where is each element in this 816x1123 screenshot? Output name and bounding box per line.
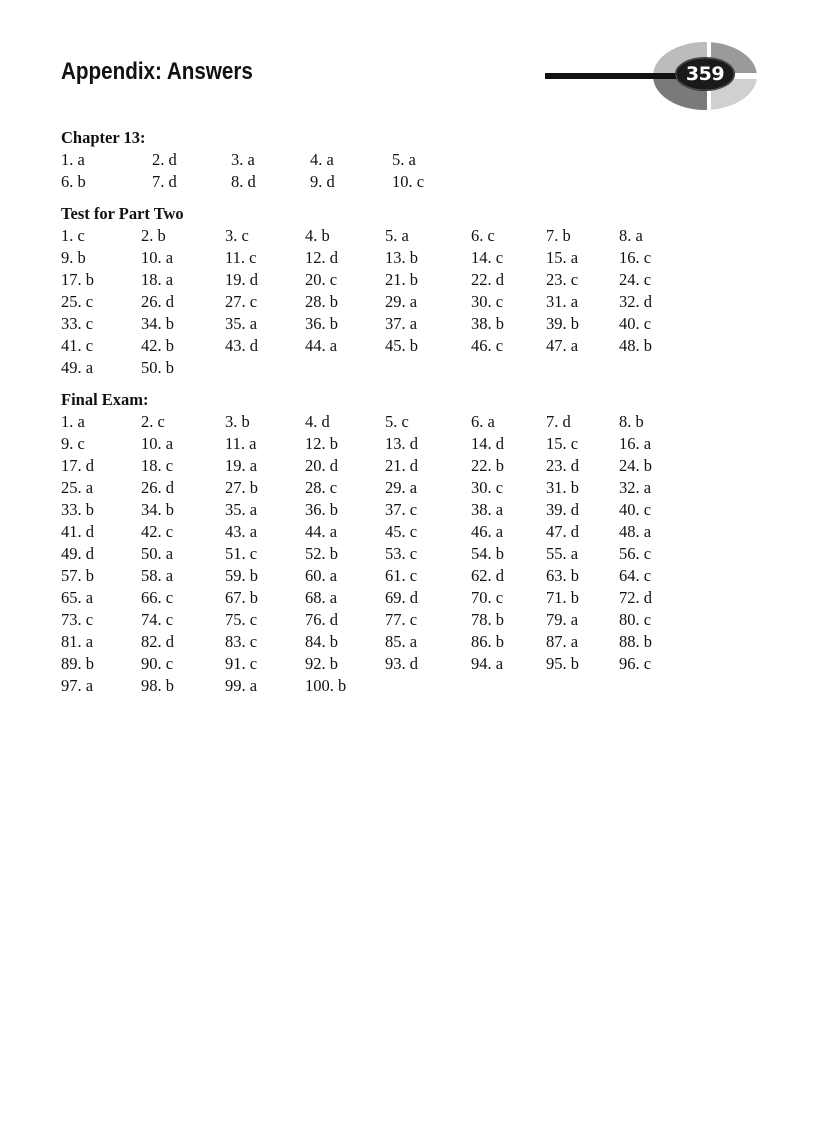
answer-row [61,675,701,697]
answer-item: 67. b [225,588,258,607]
answer-row [61,357,701,379]
answer-item: 98. b [141,676,174,695]
answer-item: 10. c [392,172,425,191]
answer-item: 24. c [619,270,652,289]
answer-item: 44. a [305,336,338,355]
answer-item: 4. a [310,150,334,169]
answer-item: 10. a [141,434,174,453]
answer-item: 97. a [61,676,94,695]
answer-row [61,521,701,543]
answer-item: 60. a [305,566,338,585]
answer-item: 96. c [619,654,652,673]
answer-item: 38. a [471,500,504,519]
answer-item: 1. c [61,226,85,245]
answer-item: 21. b [385,270,418,289]
answer-item: 33. b [61,500,94,519]
answer-grid [61,411,701,697]
answer-item: 9. b [61,248,86,267]
answer-item: 77. c [385,610,418,629]
answer-item: 30. c [471,478,504,497]
answer-item: 90. c [141,654,174,673]
answer-item: 78. b [471,610,504,629]
answer-row [61,171,701,193]
answer-item: 46. c [471,336,504,355]
answer-row [61,543,701,565]
answer-item: 17. d [61,456,94,475]
answer-row [61,653,701,675]
answer-item: 12. d [305,248,338,267]
answer-item: 9. c [61,434,85,453]
answer-item: 87. a [546,632,579,651]
answer-item: 27. c [225,292,258,311]
answer-row [61,565,701,587]
answer-item: 20. c [305,270,338,289]
answer-item: 45. c [385,522,418,541]
answer-item: 29. a [385,478,418,497]
answer-item: 83. c [225,632,258,651]
answer-item: 91. c [225,654,258,673]
answer-item: 80. c [619,610,652,629]
answer-item: 54. b [471,544,504,563]
answer-item: 4. b [305,226,330,245]
answer-item: 42. b [141,336,174,355]
answer-item: 50. b [141,358,174,377]
answer-item: 34. b [141,314,174,333]
answer-item: 63. b [546,566,579,585]
answer-item: 25. c [61,292,94,311]
answer-item: 16. c [619,248,652,267]
answer-item: 48. a [619,522,652,541]
answer-item: 15. a [546,248,579,267]
answer-item: 2. b [141,226,166,245]
answer-grid [61,149,701,193]
answer-section [61,127,701,193]
section-title: Chapter 13: [61,128,146,147]
answer-item: 12. b [305,434,338,453]
answer-item: 37. c [385,500,418,519]
answer-item: 22. d [471,270,504,289]
answer-item: 46. a [471,522,504,541]
answer-section [61,203,701,379]
answer-item: 5. c [385,412,409,431]
answer-item: 99. a [225,676,258,695]
answer-key [61,127,701,697]
answer-item: 92. b [305,654,338,673]
answer-item: 35. a [225,314,258,333]
answer-item: 40. c [619,500,652,519]
answer-item: 14. c [471,248,504,267]
answer-item: 94. a [471,654,504,673]
answer-row [61,247,701,269]
answer-item: 3. a [231,150,255,169]
answer-item: 65. a [61,588,94,607]
answer-item: 14. d [471,434,504,453]
answer-row [61,455,701,477]
answer-item: 13. d [385,434,418,453]
answer-grid [61,225,701,379]
answer-item: 56. c [619,544,652,563]
answer-item: 3. c [225,226,249,245]
answer-item: 89. b [61,654,94,673]
answer-item: 26. d [141,292,174,311]
answer-item: 39. b [546,314,579,333]
answer-item: 50. a [141,544,174,563]
answer-item: 5. a [392,150,416,169]
answer-item: 26. d [141,478,174,497]
answer-row [61,631,701,653]
answer-item: 82. d [141,632,174,651]
answer-item: 52. b [305,544,338,563]
answer-item: 23. c [546,270,579,289]
answer-item: 41. d [61,522,94,541]
answer-item: 8. b [619,412,644,431]
answer-item: 24. b [619,456,652,475]
answer-item: 100. b [305,676,347,695]
answer-item: 79. a [546,610,579,629]
answer-row [61,149,701,171]
answer-item: 95. b [546,654,579,673]
answer-item: 59. b [225,566,258,585]
answer-item: 70. c [471,588,504,607]
answer-item: 85. a [385,632,418,651]
answer-item: 31. a [546,292,579,311]
answer-item: 23. d [546,456,579,475]
answer-row [61,433,701,455]
answer-row [61,225,701,247]
answer-item: 32. d [619,292,652,311]
answer-item: 28. c [305,478,338,497]
answer-item: 28. b [305,292,338,311]
answer-item: 43. d [225,336,258,355]
answer-item: 48. b [619,336,652,355]
answer-row [61,411,701,433]
answer-row [61,313,701,335]
answer-item: 2. c [141,412,165,431]
answer-item: 35. a [225,500,258,519]
answer-item: 72. d [619,588,652,607]
answer-item: 13. b [385,248,418,267]
answer-item: 8. a [619,226,643,245]
answer-item: 16. a [619,434,652,453]
answer-item: 5. a [385,226,409,245]
answer-item: 19. a [225,456,258,475]
answer-item: 69. d [385,588,418,607]
answer-item: 30. c [471,292,504,311]
header-rule [545,73,680,79]
answer-item: 10. a [141,248,174,267]
answer-item: 66. c [141,588,174,607]
answer-item: 75. c [225,610,258,629]
answer-item: 38. b [471,314,504,333]
answer-item: 7. d [152,172,177,191]
answer-item: 61. c [385,566,418,585]
answer-item: 49. a [61,358,94,377]
answer-row [61,335,701,357]
answer-item: 51. c [225,544,258,563]
answer-item: 86. b [471,632,504,651]
answer-item: 74. c [141,610,174,629]
answer-item: 4. d [305,412,330,431]
answer-item: 93. d [385,654,418,673]
answer-item: 84. b [305,632,338,651]
answer-row [61,499,701,521]
answer-item: 47. a [546,336,579,355]
section-title: Test for Part Two [61,204,184,223]
answer-item: 19. d [225,270,258,289]
answer-item: 1. a [61,150,85,169]
answer-item: 62. d [471,566,504,585]
section-title: Final Exam: [61,390,149,409]
answer-item: 11. c [225,248,257,267]
answer-item: 57. b [61,566,94,585]
answer-row [61,477,701,499]
answer-item: 71. b [546,588,579,607]
answer-item: 45. b [385,336,418,355]
answer-item: 6. c [471,226,495,245]
answer-item: 88. b [619,632,652,651]
answer-item: 2. d [152,150,177,169]
page-title: Appendix: Answers [61,58,253,85]
answer-item: 11. a [225,434,257,453]
answer-item: 21. d [385,456,418,475]
answer-item: 58. a [141,566,174,585]
answer-item: 20. d [305,456,338,475]
answer-item: 36. b [305,500,338,519]
answer-item: 1. a [61,412,85,431]
answer-item: 29. a [385,292,418,311]
answer-item: 6. a [471,412,495,431]
answer-item: 39. d [546,500,579,519]
answer-item: 17. b [61,270,94,289]
answer-item: 33. c [61,314,94,333]
answer-item: 7. b [546,226,571,245]
answer-section [61,389,701,697]
answer-item: 6. b [61,172,86,191]
answer-item: 34. b [141,500,174,519]
answer-item: 81. a [61,632,94,651]
answer-item: 18. a [141,270,174,289]
answer-item: 43. a [225,522,258,541]
answer-item: 15. c [546,434,579,453]
answer-item: 22. b [471,456,504,475]
answer-item: 68. a [305,588,338,607]
answer-item: 3. b [225,412,250,431]
answer-item: 47. d [546,522,579,541]
answer-item: 37. a [385,314,418,333]
answer-item: 73. c [61,610,94,629]
answer-item: 27. b [225,478,258,497]
answer-item: 18. c [141,456,174,475]
answer-item: 32. a [619,478,652,497]
answer-item: 41. c [61,336,94,355]
answer-row [61,291,701,313]
answer-item: 49. d [61,544,94,563]
answer-item: 55. a [546,544,579,563]
answer-row [61,609,701,631]
answer-item: 44. a [305,522,338,541]
answer-item: 42. c [141,522,174,541]
answer-item: 36. b [305,314,338,333]
answer-item: 8. d [231,172,256,191]
answer-item: 7. d [546,412,571,431]
answer-row [61,587,701,609]
page-number: 359 [685,63,725,85]
answer-item: 53. c [385,544,418,563]
answer-row [61,269,701,291]
answer-item: 64. c [619,566,652,585]
answer-item: 9. d [310,172,335,191]
answer-item: 25. a [61,478,94,497]
answer-item: 76. d [305,610,338,629]
answer-item: 31. b [546,478,579,497]
answer-item: 40. c [619,314,652,333]
